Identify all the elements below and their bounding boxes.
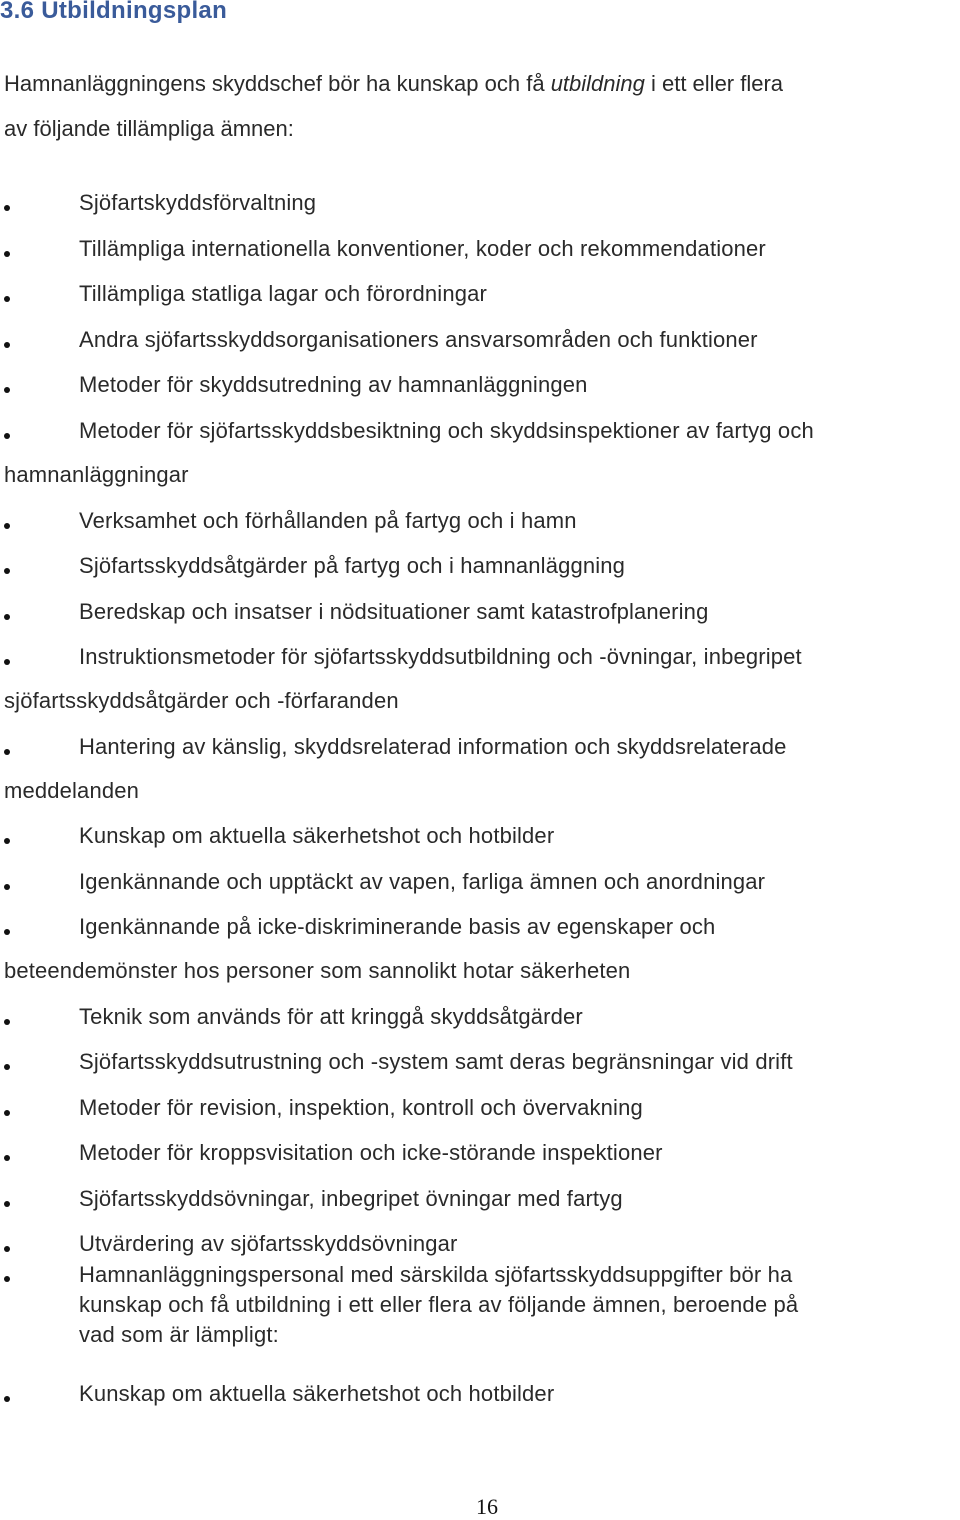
list-item: Utvärdering av sjöfartsskyddsövningar <box>79 1231 458 1256</box>
list-item: Tillämpliga internationella konventioner, koder och rekommendationer <box>79 236 766 261</box>
bullet-dot <box>4 1246 10 1252</box>
list-item: Metoder för skyddsutredning av hamnanläggningen <box>79 372 588 397</box>
list-item: Teknik som används för att kringgå skyddsåtgärder <box>79 1004 583 1029</box>
intro-paragraph-line-1 <box>4 71 954 97</box>
list-item: Beredskap och insatser i nödsituationer samt katastrofplanering <box>79 599 709 624</box>
list-item: Sjöfartsskyddsåtgärder på fartyg och i hamnanläggning <box>79 553 626 578</box>
list-item: Verksamhet och förhållanden på fartyg och i hamn <box>79 508 577 533</box>
bullet-dot <box>4 1064 10 1070</box>
list-item: Igenkännande och upptäckt av vapen, farliga ämnen och anordningar <box>79 869 766 894</box>
list-item: Sjöfartsskyddsövningar, inbegripet övningar med fartyg <box>79 1186 623 1211</box>
bullet-dot <box>4 523 10 529</box>
bullet-dot <box>4 929 10 935</box>
bullet-dot <box>4 614 10 620</box>
list-item: Metoder för kroppsvisitation och icke-störande inspektioner <box>79 1140 663 1165</box>
list-item: Andra sjöfartsskyddsorganisationers ansvarsområden och funktioner <box>79 327 758 352</box>
list-item: Metoder för revision, inspektion, kontroll och övervakning <box>79 1095 643 1120</box>
list-item: Instruktionsmetoder för sjöfartsskyddsutbildning och -övningar, inbegripet <box>79 644 802 669</box>
list-item: Metoder för sjöfartsskyddsbesiktning och skyddsinspektioner av fartyg och <box>79 418 814 443</box>
intro-paragraph-line-2: av följande tillämpliga ämnen: <box>4 116 294 141</box>
list-item-continuation: sjöfartsskyddsåtgärder och -förfaranden <box>4 688 399 713</box>
intro-text-before: Hamnanläggningens skyddschef bör ha kunskap och få <box>4 71 551 96</box>
bullet-dot <box>4 838 10 844</box>
list-item: Igenkännande på icke-diskriminerande basis av egenskaper och <box>79 914 716 939</box>
page-number: 16 <box>476 1494 498 1519</box>
list-item: Hantering av känslig, skyddsrelaterad information och skyddsrelaterade <box>79 734 787 759</box>
list-item-multiline <box>79 1260 798 1350</box>
bullet-dot <box>4 1276 10 1282</box>
list-item-line: kunskap och få utbildning i ett eller flera av följande ämnen, beroende på <box>79 1292 799 1317</box>
list-item: Kunskap om aktuella säkerhetshot och hotbilder <box>79 823 555 848</box>
list-item-continuation: beteendemönster hos personer som sannolikt hotar säkerheten <box>4 958 631 983</box>
bullet-dot <box>4 251 10 257</box>
intro-text-after: i ett eller flera <box>644 71 784 96</box>
intro-emphasis: utbildning <box>550 71 645 96</box>
bullet-dot <box>4 1019 10 1025</box>
bullet-dot <box>4 296 10 302</box>
list-item-line: vad som är lämpligt: <box>79 1322 279 1347</box>
bullet-dot <box>4 387 10 393</box>
bullet-dot <box>4 568 10 574</box>
section-heading: 3.6 Utbildningsplan <box>0 0 228 24</box>
list-item: Sjöfartsskyddsutrustning och -system samt deras begränsningar vid drift <box>79 1049 793 1074</box>
list-item: Sjöfartskyddsförvaltning <box>79 190 317 215</box>
bullet-dot <box>4 342 10 348</box>
bullet-dot <box>4 884 10 890</box>
bullet-dot <box>4 659 10 665</box>
bullet-dot <box>4 433 10 439</box>
list-item: Kunskap om aktuella säkerhetshot och hotbilder <box>79 1381 555 1406</box>
list-item-continuation: meddelanden <box>4 778 139 803</box>
bullet-dot <box>4 1201 10 1207</box>
bullet-dot <box>4 749 10 755</box>
bullet-dot <box>4 1396 10 1402</box>
list-item-continuation: hamnanläggningar <box>4 462 189 487</box>
bullet-dot <box>4 1110 10 1116</box>
bullet-dot <box>4 1155 10 1161</box>
list-item: Tillämpliga statliga lagar och förordningar <box>79 281 487 306</box>
bullet-dot <box>4 205 10 211</box>
list-item-line: Hamnanläggningspersonal med särskilda sjöfartsskyddsuppgifter bör ha <box>79 1262 793 1287</box>
